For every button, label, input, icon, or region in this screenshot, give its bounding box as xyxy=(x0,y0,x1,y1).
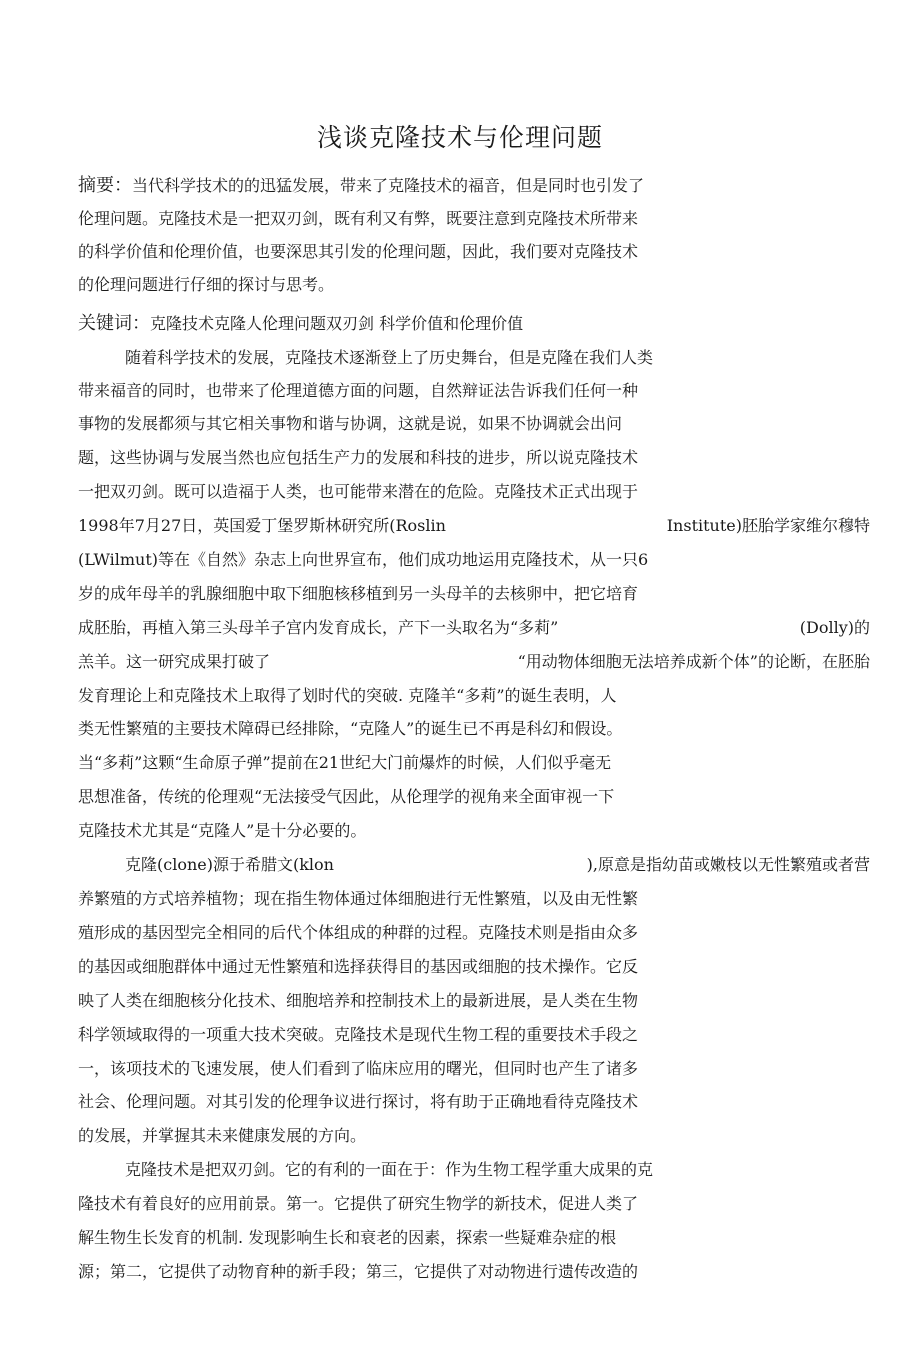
para1-line-9-right: (Dolly)的 xyxy=(799,618,870,637)
para2-line-8: 社会、伦理问题。对其引发的伦理争议进行探讨，将有助于正确地看待克隆技术 xyxy=(78,1092,639,1111)
para2-line-5: 映了人类在细胞核分化技术、细胞培养和控制技术上的最新进展，是人类在生物 xyxy=(78,991,639,1010)
para3-line-2: 隆技术有着良好的应用前景。第一。它提供了研究生物学的新技术，促进人类了 xyxy=(78,1194,639,1213)
para1-line-14: 思想准备，传统的伦理观“无法接受气因此，从伦理学的视角来全面审视一下 xyxy=(78,787,615,806)
para1-line-12: 类无性繁殖的主要技术障碍已经排除，“克隆人”的诞生已不再是科幻和假设。 xyxy=(78,719,623,738)
abstract-line-1 xyxy=(78,176,644,196)
para1-line-4: 题，这些协调与发展当然也应包括生产力的发展和科技的进步，所以说克隆技术 xyxy=(78,448,639,467)
para1-line-8: 岁的成年母羊的乳腺细胞中取下细胞核移植到另一头母羊的去核卵中，把它培育 xyxy=(78,584,639,603)
para2-line-4: 的基因或细胞群体中通过无性繁殖和选择获得目的基因或细胞的技术操作。它反 xyxy=(78,957,639,976)
abstract-text: 当代科学技术的的迅猛发展，带来了克隆技术的福音，但是同时也引发了 xyxy=(132,176,645,195)
para1-line-6-right: Institute)胚胎学家维尔穆特 xyxy=(666,516,870,535)
para1-line-15: 克隆技术尤其是“克隆人”是十分必要的。 xyxy=(78,821,367,840)
para2-line-7: 一，该项技术的飞速发展，使人们看到了临床应用的曙光，但同时也产生了诸多 xyxy=(78,1059,639,1078)
document-title: 浅谈克隆技术与伦理问题 xyxy=(316,123,603,152)
para2-line-1-left: 克隆(clone)源于希腊文(klon xyxy=(125,855,334,874)
para2-line-3: 殖形成的基因型完全相同的后代个体组成的种群的过程。克隆技术则是指由众多 xyxy=(78,923,639,942)
para2-line-9: 的发展，并掌握其未来健康发展的方向。 xyxy=(78,1126,367,1145)
para2-line-2: 养繁殖的方式培养植物；现在指生物体通过体细胞进行无性繁殖，以及由无性繁 xyxy=(78,889,639,908)
para1-line-2: 带来福音的同时，也带来了伦理道德方面的问题，自然辩证法告诉我们任何一种 xyxy=(78,381,639,400)
abstract-line-4: 的伦理问题进行仔细的探讨与思考。 xyxy=(78,275,335,294)
abstract-line-2: 伦理问题。克隆技术是一把双刃剑，既有利又有弊，既要注意到克隆技术所带来 xyxy=(78,209,639,228)
keywords-line xyxy=(78,314,523,334)
para1-line-7: (LWilmut)等在《自然》杂志上向世界宣布，他们成功地运用克隆技术，从一只6 xyxy=(78,550,649,569)
para1-line-11: 发育理论上和克隆技术上取得了划时代的突破. 克隆羊“多莉”的诞生表明，人 xyxy=(78,686,617,705)
para2-line-1-right: ),原意是指幼苗或嫩枝以无性繁殖或者营 xyxy=(586,855,870,874)
para1-line-10-right: “用动物体细胞无法培养成新个体”的论断，在胚胎 xyxy=(517,652,870,671)
para1-line-1: 随着科学技术的发展，克隆技术逐渐登上了历史舞台，但是克隆在我们人类 xyxy=(125,348,654,367)
para1-line-5: 一把双刃剑。既可以造福于人类，也可能带来潜在的危险。克隆技术正式出现于 xyxy=(78,482,639,501)
para1-line-9-left: 成胚胎，再植入第三头母羊子宫内发育成长，产下一头取名为“多莉” xyxy=(78,618,559,637)
keywords-label: 关键词： xyxy=(78,313,150,334)
para1-line-3: 事物的发展都须与其它相关事物和谐与协调，这就是说，如果不协调就会出问 xyxy=(78,414,623,433)
para2-line-6: 科学领域取得的一项重大技术突破。克隆技术是现代生物工程的重要技术手段之 xyxy=(78,1025,639,1044)
para3-line-1: 克隆技术是把双刃剑。它的有利的一面在于：作为生物工程学重大成果的克 xyxy=(125,1160,654,1179)
abstract-label: 摘要： xyxy=(78,175,132,196)
para1-line-13: 当“多莉”这颗“生命原子弹”提前在21世纪大门前爆炸的时候，人们似乎毫无 xyxy=(78,753,612,772)
keywords-text: 克隆技术克隆人伦理问题双刃剑 科学价值和伦理价值 xyxy=(150,314,524,333)
para3-line-4: 源；第二，它提供了动物育种的新手段；第三，它提供了对动物进行遗传改造的 xyxy=(78,1262,639,1281)
para3-line-3: 解生物生长发育的机制. 发现影响生长和衰老的因素，探索一些疑难杂症的根 xyxy=(78,1228,617,1247)
abstract-line-3: 的科学价值和伦理价值，也要深思其引发的伦理问题，因此，我们要对克隆技术 xyxy=(78,242,639,261)
para1-line-10-left: 羔羊。这一研究成果打破了 xyxy=(78,652,271,671)
para1-line-6-left: 1998年7月27日，英国爱丁堡罗斯林研究所(Roslin xyxy=(78,516,446,535)
